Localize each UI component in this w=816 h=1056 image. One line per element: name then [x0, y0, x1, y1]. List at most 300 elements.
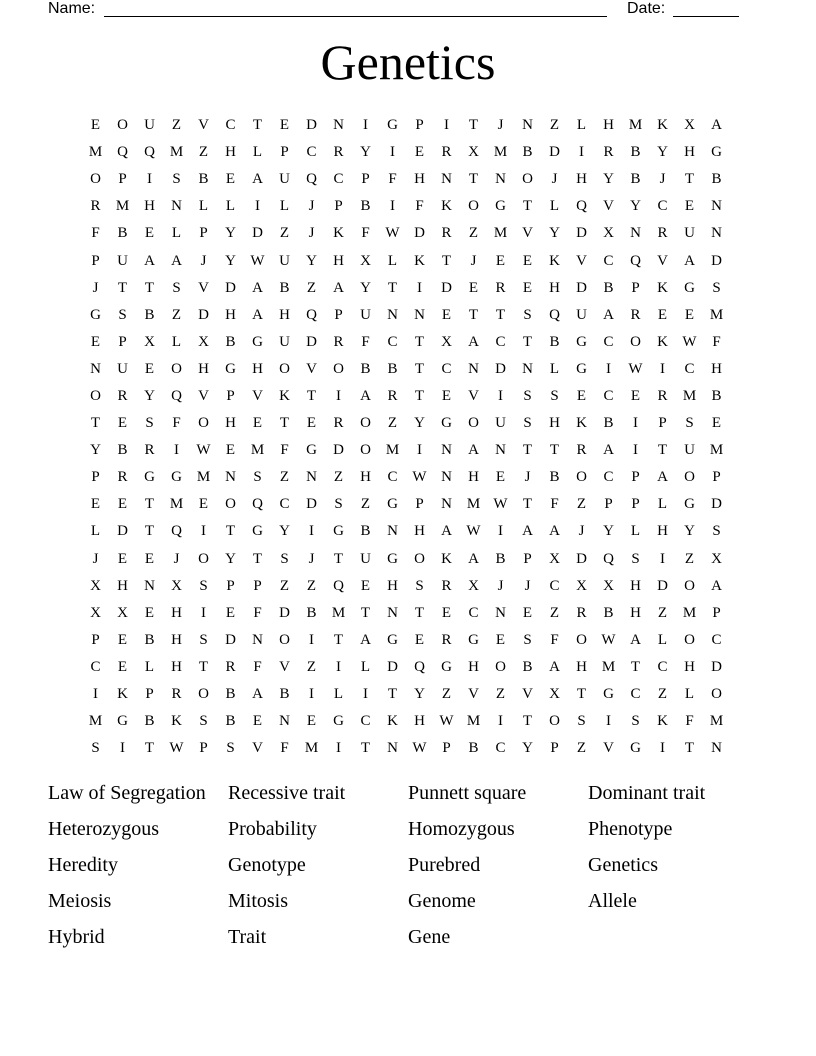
grid-letter: R [333, 415, 344, 432]
grid-letter: T [441, 252, 452, 269]
grid-letter: R [576, 442, 587, 459]
grid-letter: B [279, 686, 290, 703]
grid-letter: H [630, 604, 641, 621]
grid-letter: O [711, 686, 722, 703]
grid-letter: S [712, 523, 721, 540]
word-bank-item: Purebred [408, 853, 481, 876]
grid-letter: R [333, 144, 344, 161]
grid-letter: I [363, 686, 368, 703]
grid-letter: J [551, 171, 558, 188]
grid-letter: E [360, 577, 371, 594]
grid-letter: T [522, 713, 533, 730]
grid-letter: L [144, 658, 155, 675]
grid-letter: O [198, 686, 209, 703]
grid-letter: W [169, 740, 184, 757]
grid-letter: X [117, 604, 128, 621]
grid-letter: P [199, 740, 208, 757]
grid-letter: P [253, 577, 262, 594]
grid-letter: K [441, 198, 452, 215]
grid-letter: I [336, 658, 341, 675]
grid-letter: G [630, 740, 641, 757]
grid-letter: G [387, 550, 398, 567]
grid-letter: S [172, 171, 181, 188]
grid-letter: C [549, 577, 560, 594]
grid-letter: R [441, 225, 452, 242]
grid-letter: X [90, 577, 101, 594]
grid-letter: G [441, 658, 452, 675]
grid-letter: I [93, 686, 98, 703]
grid-letter: L [576, 117, 587, 134]
grid-letter: J [470, 252, 477, 269]
grid-letter: C [657, 198, 668, 215]
grid-letter: D [441, 279, 452, 296]
grid-letter: B [549, 469, 560, 486]
grid-letter: M [88, 144, 103, 161]
grid-letter: I [498, 387, 503, 404]
grid-letter: B [198, 171, 209, 188]
grid-letter: M [601, 658, 616, 675]
grid-letter: P [118, 171, 127, 188]
grid-letter: S [523, 387, 532, 404]
grid-letter: Y [90, 442, 101, 459]
grid-letter: Q [306, 306, 317, 323]
grid-letter: P [145, 686, 154, 703]
grid-letter: S [631, 550, 640, 567]
grid-letter: T [333, 550, 344, 567]
word-bank-item: Gene [408, 925, 451, 948]
grid-letter: B [630, 171, 641, 188]
grid-letter: O [468, 415, 479, 432]
grid-letter: D [306, 496, 317, 513]
grid-letter: Z [387, 415, 398, 432]
grid-letter: H [360, 469, 371, 486]
grid-letter: N [387, 604, 398, 621]
grid-letter: N [171, 198, 182, 215]
grid-letter: V [603, 740, 614, 757]
grid-letter: P [712, 604, 721, 621]
grid-letter: B [306, 604, 317, 621]
grid-letter: O [576, 631, 587, 648]
grid-letter: A [468, 333, 479, 350]
grid-letter: I [309, 523, 314, 540]
grid-letter: T [144, 523, 155, 540]
grid-letter: E [90, 117, 101, 134]
grid-letter: S [523, 415, 532, 432]
grid-letter: G [684, 496, 695, 513]
grid-letter: J [659, 171, 666, 188]
grid-letter: J [308, 225, 315, 242]
grid-letter: O [495, 658, 506, 675]
grid-letter: H [171, 604, 182, 621]
grid-letter: H [684, 658, 695, 675]
grid-letter: U [117, 252, 128, 269]
grid-letter: I [660, 550, 665, 567]
grid-letter: Y [603, 171, 614, 188]
grid-letter: N [144, 577, 155, 594]
grid-letter: Z [198, 144, 209, 161]
grid-letter: Z [360, 496, 371, 513]
word-bank-item: Phenotype [588, 818, 673, 841]
grid-letter: T [684, 171, 695, 188]
grid-letter: J [308, 550, 315, 567]
grid-letter: N [711, 740, 722, 757]
grid-letter: N [441, 442, 452, 459]
grid-letter: M [682, 604, 697, 621]
grid-letter: A [252, 171, 263, 188]
grid-letter: I [606, 360, 611, 377]
grid-letter: K [117, 686, 128, 703]
grid-letter: F [172, 415, 181, 432]
grid-letter: A [252, 279, 263, 296]
grid-letter: P [550, 740, 559, 757]
grid-letter: E [522, 252, 533, 269]
grid-letter: S [577, 713, 586, 730]
grid-letter: K [657, 713, 668, 730]
grid-letter: L [198, 198, 209, 215]
grid-letter: D [252, 225, 263, 242]
grid-letter: W [439, 713, 454, 730]
grid-letter: T [414, 387, 425, 404]
grid-letter: N [441, 171, 452, 188]
grid-letter: V [198, 279, 209, 296]
grid-letter: D [306, 333, 317, 350]
grid-letter: O [171, 360, 182, 377]
grid-letter: X [468, 144, 479, 161]
grid-letter: B [468, 740, 479, 757]
grid-letter: B [225, 333, 236, 350]
grid-letter: A [522, 523, 533, 540]
grid-letter: E [144, 360, 155, 377]
grid-letter: A [711, 577, 722, 594]
grid-letter: A [603, 442, 614, 459]
grid-letter: B [225, 686, 236, 703]
grid-letter: S [523, 306, 532, 323]
grid-letter: E [684, 306, 695, 323]
grid-letter: T [414, 333, 425, 350]
grid-letter: Y [225, 252, 236, 269]
grid-letter: R [333, 333, 344, 350]
grid-letter: Z [576, 740, 587, 757]
grid-letter: A [360, 387, 371, 404]
name-blank-line[interactable] [104, 16, 607, 17]
grid-letter: Q [333, 577, 344, 594]
grid-letter: A [468, 550, 479, 567]
grid-letter: T [360, 604, 371, 621]
grid-letter: P [442, 740, 451, 757]
grid-letter: I [201, 604, 206, 621]
grid-letter: E [225, 442, 236, 459]
word-bank-item: Punnett square [408, 782, 527, 805]
grid-letter: P [361, 171, 370, 188]
grid-letter: E [225, 604, 236, 621]
grid-letter: K [333, 225, 344, 242]
grid-letter: S [253, 469, 262, 486]
word-bank-item: Probability [228, 818, 317, 841]
grid-letter: H [198, 360, 209, 377]
grid-letter: H [225, 306, 236, 323]
grid-letter: E [576, 387, 587, 404]
grid-letter: M [466, 713, 481, 730]
word-bank-item: Heterozygous [48, 818, 160, 841]
grid-letter: M [385, 442, 400, 459]
grid-letter: W [601, 631, 616, 648]
grid-letter: D [198, 306, 209, 323]
grid-letter: A [549, 523, 560, 540]
grid-letter: L [657, 631, 668, 648]
grid-letter: U [360, 550, 371, 567]
grid-letter: X [549, 686, 560, 703]
grid-letter: M [196, 469, 211, 486]
grid-letter: O [360, 442, 371, 459]
grid-letter: E [90, 333, 101, 350]
grid-letter: X [360, 252, 371, 269]
grid-letter: G [252, 333, 263, 350]
grid-letter: E [117, 658, 128, 675]
grid-letter: I [309, 631, 314, 648]
grid-letter: I [633, 415, 638, 432]
grid-letter: R [441, 631, 452, 648]
grid-letter: R [171, 686, 182, 703]
grid-letter: C [684, 360, 695, 377]
grid-letter: R [144, 442, 155, 459]
grid-letter: F [280, 442, 289, 459]
grid-letter: T [279, 415, 290, 432]
grid-letter: Y [279, 523, 290, 540]
grid-letter: J [524, 577, 531, 594]
grid-letter: N [522, 360, 533, 377]
grid-letter: D [711, 252, 722, 269]
grid-letter: X [90, 604, 101, 621]
grid-letter: M [331, 604, 346, 621]
grid-letter: E [522, 604, 533, 621]
grid-letter: Y [549, 225, 560, 242]
grid-letter: R [657, 225, 668, 242]
grid-letter: I [444, 117, 449, 134]
grid-letter: Z [306, 658, 317, 675]
grid-letter: N [225, 469, 236, 486]
word-bank-item: Genetics [588, 853, 658, 876]
grid-letter: E [711, 415, 722, 432]
grid-letter: H [225, 144, 236, 161]
grid-letter: G [387, 496, 398, 513]
grid-letter: P [199, 225, 208, 242]
grid-letter: N [441, 496, 452, 513]
grid-letter: T [198, 658, 209, 675]
grid-letter: T [522, 333, 533, 350]
grid-letter: U [684, 225, 695, 242]
grid-letter: L [684, 686, 695, 703]
word-bank [48, 776, 768, 955]
grid-letter: Q [630, 252, 641, 269]
grid-letter: E [252, 713, 263, 730]
grid-letter: F [388, 171, 397, 188]
grid-letter: U [576, 306, 587, 323]
word-bank-item: Genome [408, 889, 476, 912]
grid-letter: N [495, 604, 506, 621]
grid-letter: O [90, 387, 101, 404]
grid-letter: E [279, 117, 290, 134]
grid-letter: K [387, 713, 398, 730]
grid-letter: T [387, 279, 398, 296]
grid-letter: M [682, 387, 697, 404]
grid-letter: I [498, 523, 503, 540]
grid-letter: D [495, 360, 506, 377]
grid-letter: A [360, 631, 371, 648]
grid-letter: N [333, 117, 344, 134]
grid-letter: Q [549, 306, 560, 323]
grid-letter: Q [414, 658, 425, 675]
word-bank-item: Trait [228, 925, 267, 948]
grid-letter: D [117, 523, 128, 540]
grid-letter: H [144, 198, 155, 215]
grid-letter: U [117, 360, 128, 377]
grid-letter: A [252, 686, 263, 703]
grid-letter: P [226, 577, 235, 594]
grid-letter: Y [630, 198, 641, 215]
grid-letter: L [90, 523, 101, 540]
grid-letter: D [225, 279, 236, 296]
grid-letter: J [497, 577, 504, 594]
grid-letter: T [387, 686, 398, 703]
grid-letter: K [171, 713, 182, 730]
grid-letter: X [603, 577, 614, 594]
grid-letter: C [495, 333, 506, 350]
grid-letter: N [252, 631, 263, 648]
grid-letter: C [225, 117, 236, 134]
grid-letter: I [147, 171, 152, 188]
grid-letter: V [279, 658, 290, 675]
header [48, 0, 740, 20]
grid-letter: R [117, 469, 128, 486]
grid-letter: Q [171, 387, 182, 404]
grid-letter: N [441, 469, 452, 486]
grid-letter: N [90, 360, 101, 377]
grid-letter: I [390, 198, 395, 215]
grid-letter: M [304, 740, 319, 757]
name-label: Name: [48, 0, 96, 17]
word-bank-item: Law of Segregation [48, 782, 206, 805]
grid-letter: F [415, 198, 424, 215]
grid-letter: Z [495, 686, 506, 703]
grid-letter: B [603, 604, 614, 621]
grid-letter: V [468, 387, 479, 404]
grid-letter: E [306, 415, 317, 432]
grid-letter: K [576, 415, 587, 432]
grid-letter: W [250, 252, 265, 269]
grid-letter: B [360, 523, 371, 540]
grid-letter: W [412, 469, 427, 486]
grid-letter: M [493, 225, 508, 242]
grid-letter: Z [549, 604, 560, 621]
grid-letter: E [306, 713, 317, 730]
grid-letter: K [441, 550, 452, 567]
grid-letter: F [712, 333, 721, 350]
grid-letter: L [657, 496, 668, 513]
grid-letter: R [225, 658, 236, 675]
grid-letter: M [169, 496, 184, 513]
grid-letter: L [333, 686, 344, 703]
grid-letter: X [603, 225, 614, 242]
grid-letter: C [441, 360, 452, 377]
grid-letter: N [468, 360, 479, 377]
grid-letter: T [522, 442, 533, 459]
grid-letter: F [91, 225, 100, 242]
grid-letter: V [252, 740, 263, 757]
grid-letter: W [493, 496, 508, 513]
grid-letter: X [576, 577, 587, 594]
grid-letter: X [468, 577, 479, 594]
grid-letter: U [144, 117, 155, 134]
grid-letter: G [387, 117, 398, 134]
date-label: Date: [627, 0, 666, 17]
grid-letter: B [117, 442, 128, 459]
grid-letter: O [468, 198, 479, 215]
grid-letter: P [91, 252, 100, 269]
grid-letter: G [495, 198, 506, 215]
grid-letter: Q [171, 523, 182, 540]
grid-letter: E [441, 387, 452, 404]
grid-letter: B [603, 279, 614, 296]
grid-letter: A [333, 279, 344, 296]
grid-letter: G [576, 333, 587, 350]
grid-letter: E [630, 387, 641, 404]
grid-letter: Q [603, 550, 614, 567]
grid-letter: F [253, 604, 262, 621]
grid-letter: T [252, 550, 263, 567]
grid-letter: M [88, 713, 103, 730]
grid-letter: A [252, 306, 263, 323]
grid-letter: P [118, 333, 127, 350]
grid-letter: T [549, 442, 560, 459]
grid-letter: D [279, 604, 290, 621]
grid-letter: B [711, 387, 722, 404]
word-bank-item: Heredity [48, 853, 118, 876]
grid-letter: T [522, 198, 533, 215]
grid-letter: L [225, 198, 236, 215]
grid-letter: Y [306, 252, 317, 269]
grid-letter: O [576, 469, 587, 486]
grid-letter: N [522, 117, 533, 134]
grid-letter: I [660, 740, 665, 757]
grid-letter: H [576, 658, 587, 675]
grid-letter: S [334, 496, 343, 513]
grid-letter: D [576, 225, 587, 242]
grid-letter: H [576, 171, 587, 188]
grid-letter: V [522, 225, 533, 242]
grid-letter: R [117, 387, 128, 404]
grid-letter: M [169, 144, 184, 161]
date-blank-line[interactable] [673, 16, 739, 17]
grid-letter: S [523, 631, 532, 648]
grid-letter: T [360, 740, 371, 757]
grid-letter: I [579, 144, 584, 161]
grid-letter: Z [279, 225, 290, 242]
grid-letter: E [441, 604, 452, 621]
word-bank-item: Hybrid [48, 925, 105, 948]
grid-letter: C [387, 469, 398, 486]
grid-letter: D [387, 658, 398, 675]
grid-letter: J [92, 550, 99, 567]
grid-letter: U [684, 442, 695, 459]
grid-letter: S [280, 550, 289, 567]
grid-letter: O [279, 360, 290, 377]
grid-letter: A [171, 252, 182, 269]
grid-letter: N [387, 740, 398, 757]
grid-letter: B [603, 415, 614, 432]
grid-letter: C [90, 658, 101, 675]
grid-letter: Z [684, 550, 695, 567]
grid-letter: Z [333, 469, 344, 486]
